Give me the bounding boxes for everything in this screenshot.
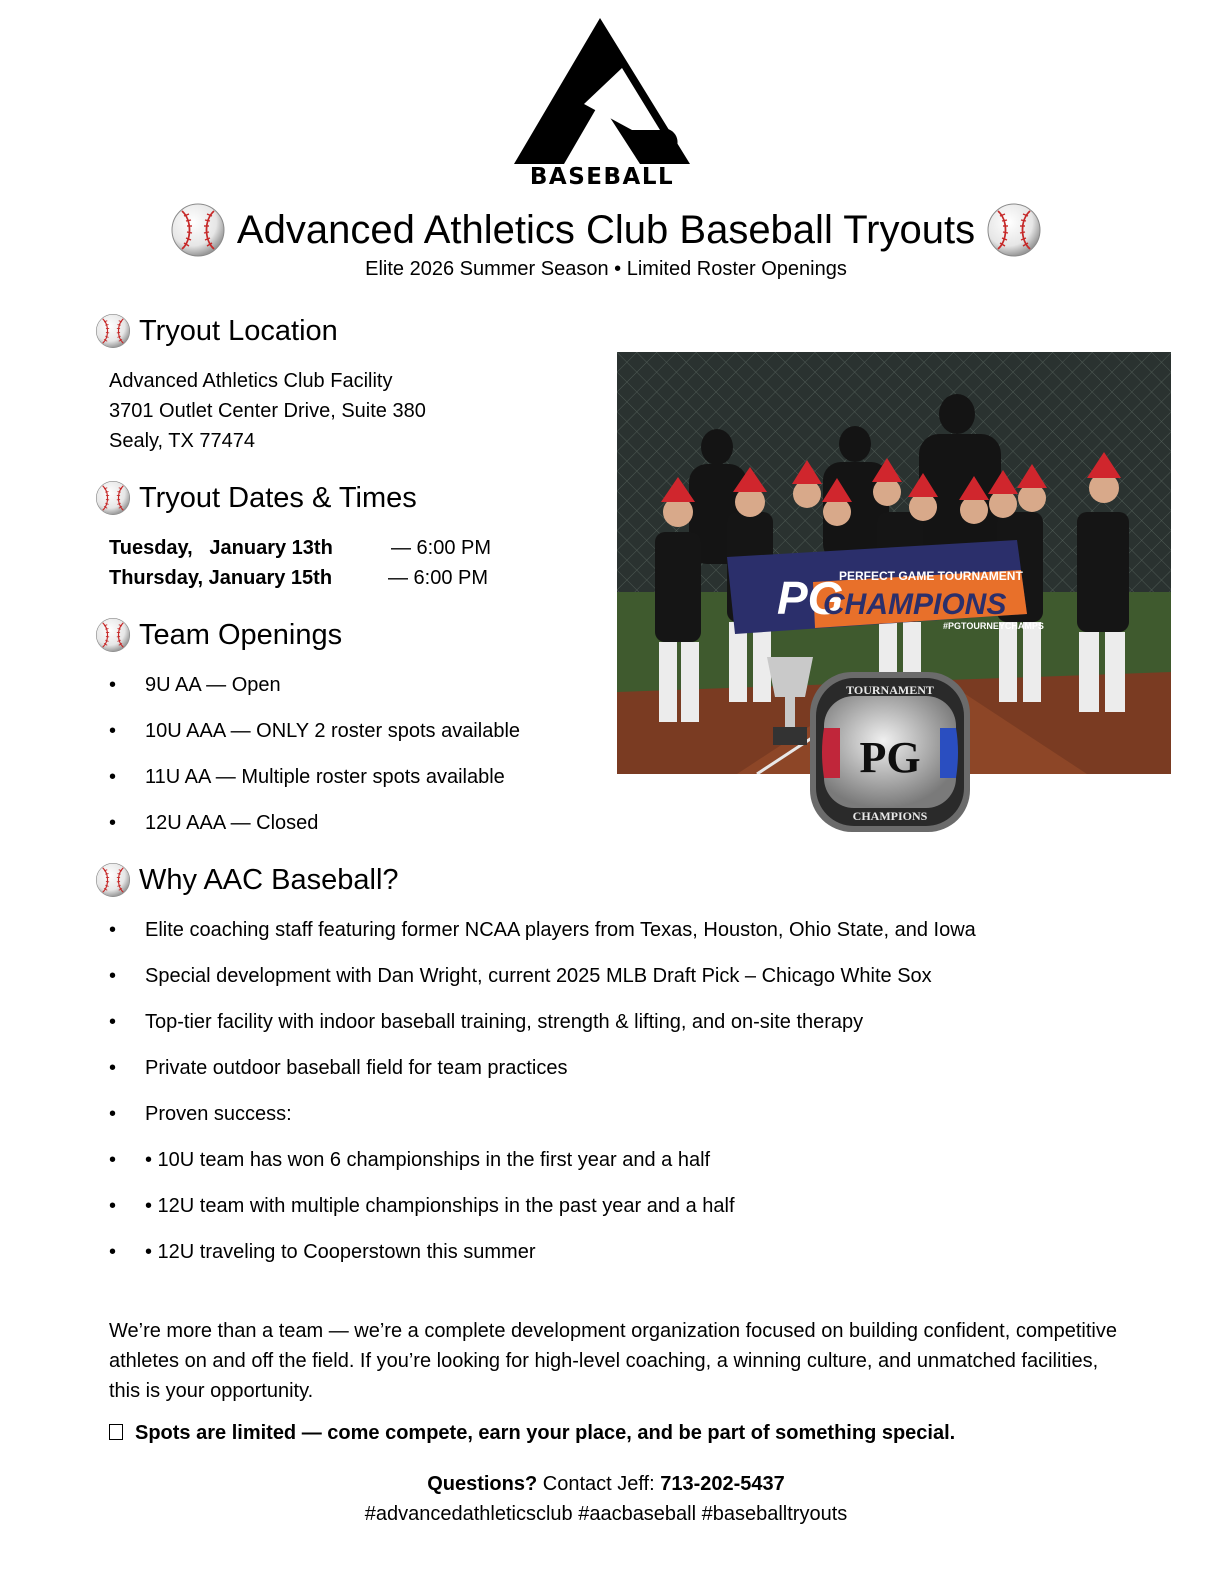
opening-item: • 11U AA — Multiple roster spots available <box>109 766 505 788</box>
section-heading-location: Tryout Location <box>95 313 338 349</box>
ring-bottom-text: CHAMPIONS <box>852 809 928 823</box>
section-heading-dates: Tryout Dates & Times <box>95 480 417 516</box>
svg-text:PG: PG <box>859 733 921 782</box>
location-line: Sealy, TX 77474 <box>109 430 256 452</box>
date-time: — 6:00 PM <box>388 567 489 589</box>
why-item: • Elite coaching staff featuring former NCAA players from Texas, Houston, Ohio State, and Iowa <box>109 919 976 941</box>
missing-glyph-icon <box>109 1424 123 1440</box>
baseball-icon <box>95 480 131 516</box>
why-item: • Proven success: <box>109 1103 292 1125</box>
baseball-icon <box>170 202 226 258</box>
banner-tag-text: #PGTOURNEYCHAMPS <box>943 621 1044 631</box>
baseball-icon <box>95 862 131 898</box>
banner-main-text: CHAMPIONS <box>823 588 1007 621</box>
call-to-action: Spots are limited — come compete, earn your place, and be part of something special. <box>109 1422 955 1445</box>
contact-label: Contact Jeff: <box>537 1473 661 1495</box>
contact-question: Questions? <box>427 1473 538 1495</box>
date-day: Tuesday, January 13th <box>109 537 333 559</box>
location-line: 3701 Outlet Center Drive, Suite 380 <box>109 400 426 422</box>
why-item: • Private outdoor baseball field for team practices <box>109 1057 568 1079</box>
why-item: • Top-tier facility with indoor baseball training, strength & lifting, and on-site therapy <box>109 1011 864 1033</box>
page-subtitle: Elite 2026 Summer Season • Limited Roster Openings <box>365 258 847 280</box>
date-time: — 6:00 PM <box>391 537 492 559</box>
why-item: • • 10U team has won 6 championships in the first year and a half <box>109 1149 711 1171</box>
contact-line <box>0 1473 1212 1496</box>
location-line: Advanced Athletics Club Facility <box>109 370 393 392</box>
svg-text:PG: PG <box>777 572 844 624</box>
baseball-icon <box>95 313 131 349</box>
date-day: Thursday, January 15th <box>109 567 333 589</box>
logo-wordmark: BASEBALL <box>529 164 675 190</box>
opening-item: • 12U AAA — Closed <box>109 812 319 834</box>
title-row <box>0 202 1212 258</box>
section-heading-openings: Team Openings <box>95 617 342 653</box>
section-heading-why: Why AAC Baseball? <box>95 862 399 898</box>
ring-top-text: TOURNAMENT <box>846 683 934 697</box>
baseball-icon <box>986 202 1042 258</box>
championship-ring-image <box>806 668 974 836</box>
why-item: • Special development with Dan Wright, current 2025 MLB Draft Pick – Chicago White Sox <box>109 965 932 987</box>
opening-item: • 9U AA — Open <box>109 674 281 696</box>
hashtags: #advancedathleticsclub #aacbaseball #baseballtryouts <box>364 1503 848 1525</box>
closing-paragraph: We’re more than a team — we’re a complete development organization focused on building confident, competitive athletes on and off the field. If you’re looking for high-level coaching, a winning culture, and unmatched facilities, this is your opportunity. <box>109 1320 1117 1402</box>
opening-item: • 10U AAA — ONLY 2 roster spots available <box>109 720 521 742</box>
why-item: • • 12U traveling to Cooperstown this summer <box>109 1241 536 1263</box>
why-item: • • 12U team with multiple championships in the past year and a half <box>109 1195 735 1217</box>
baseball-icon <box>95 617 131 653</box>
contact-phone: 713-202-5437 <box>660 1473 785 1495</box>
page-title: Advanced Athletics Club Baseball Tryouts <box>236 207 976 252</box>
banner-top-text: PERFECT GAME TOURNAMENT <box>839 569 1023 583</box>
